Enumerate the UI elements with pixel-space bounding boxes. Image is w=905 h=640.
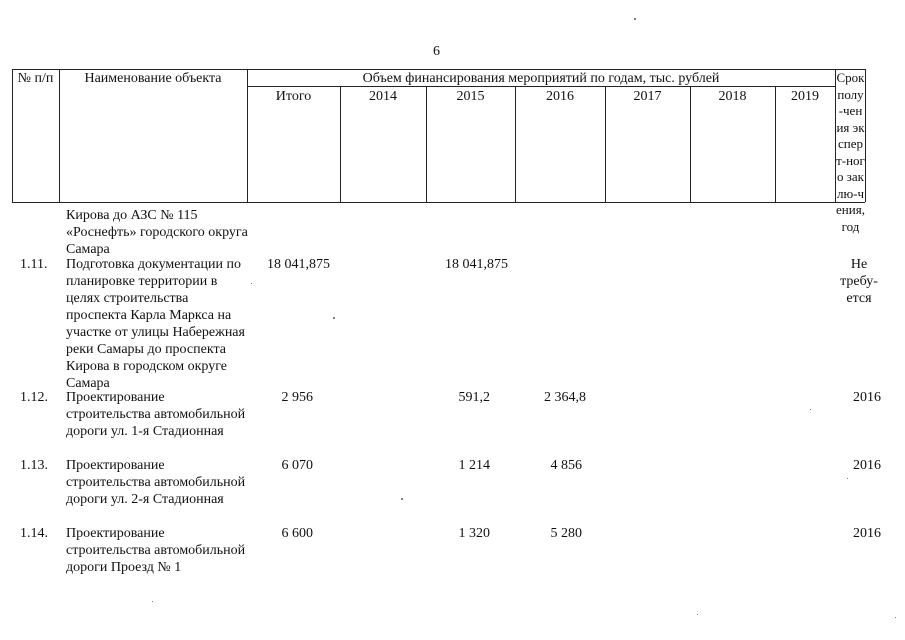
row-2016: 4 856	[550, 458, 582, 473]
row-total: 2 956	[281, 390, 313, 405]
row-2015: 591,2	[458, 390, 490, 405]
header-year-2016: 2016	[546, 89, 574, 104]
row-2015: 1 320	[458, 526, 490, 541]
row-number: 1.11.	[20, 257, 48, 272]
row-deadline: 2016	[853, 390, 881, 405]
row-name: Подготовка документации по планировке территории в целях строительства проспекта Карла Маркса на участке от улицы Набережная реки Самары до проспекта Кирова в городском округе Самара	[66, 257, 245, 391]
header-year-2017: 2017	[633, 89, 662, 104]
row-deadline: Не требу-ется	[840, 257, 878, 306]
header-name: Наименование объекта	[84, 71, 222, 86]
header-funding: Объем финансирования мероприятий по годам, тыс. рублей	[362, 71, 720, 86]
row-2015: 1 214	[458, 458, 490, 473]
header-year-2015: 2015	[456, 89, 485, 104]
row-name: Проектирование строительства автомобильной дороги Проезд № 1	[66, 526, 246, 575]
header-year-2019: 2019	[791, 89, 819, 104]
header-year-2014: 2014	[369, 89, 397, 104]
row-deadline: 2016	[853, 526, 881, 541]
row-deadline: 2016	[853, 458, 881, 473]
row-number: 1.13.	[20, 458, 48, 473]
row-total: 18 041,875	[267, 257, 330, 272]
row-2016: 5 280	[550, 526, 582, 541]
row-total: 6 070	[281, 458, 313, 473]
row-name: Проектирование строительства автомобильной дороги ул. 1-я Стадионная	[66, 390, 246, 439]
header-no: № п/п	[17, 71, 54, 86]
row-total: 6 600	[281, 526, 313, 541]
header-deadline: Срок полу-чения эксперт-ного заклю-чения, год	[836, 70, 865, 234]
continuation-name: Кирова до АЗС № 115 «Роснефть» городского округа Самара	[66, 208, 248, 257]
row-2015: 18 041,875	[445, 257, 508, 272]
row-name: Проектирование строительства автомобильной дороги ул. 2-я Стадионная	[66, 458, 246, 507]
header-year-2018: 2018	[718, 89, 747, 104]
page-number: 6	[433, 44, 440, 59]
row-number: 1.12.	[20, 390, 48, 405]
header-total: Итого	[275, 89, 312, 104]
row-2016: 2 364,8	[544, 390, 586, 405]
row-number: 1.14.	[20, 526, 48, 541]
